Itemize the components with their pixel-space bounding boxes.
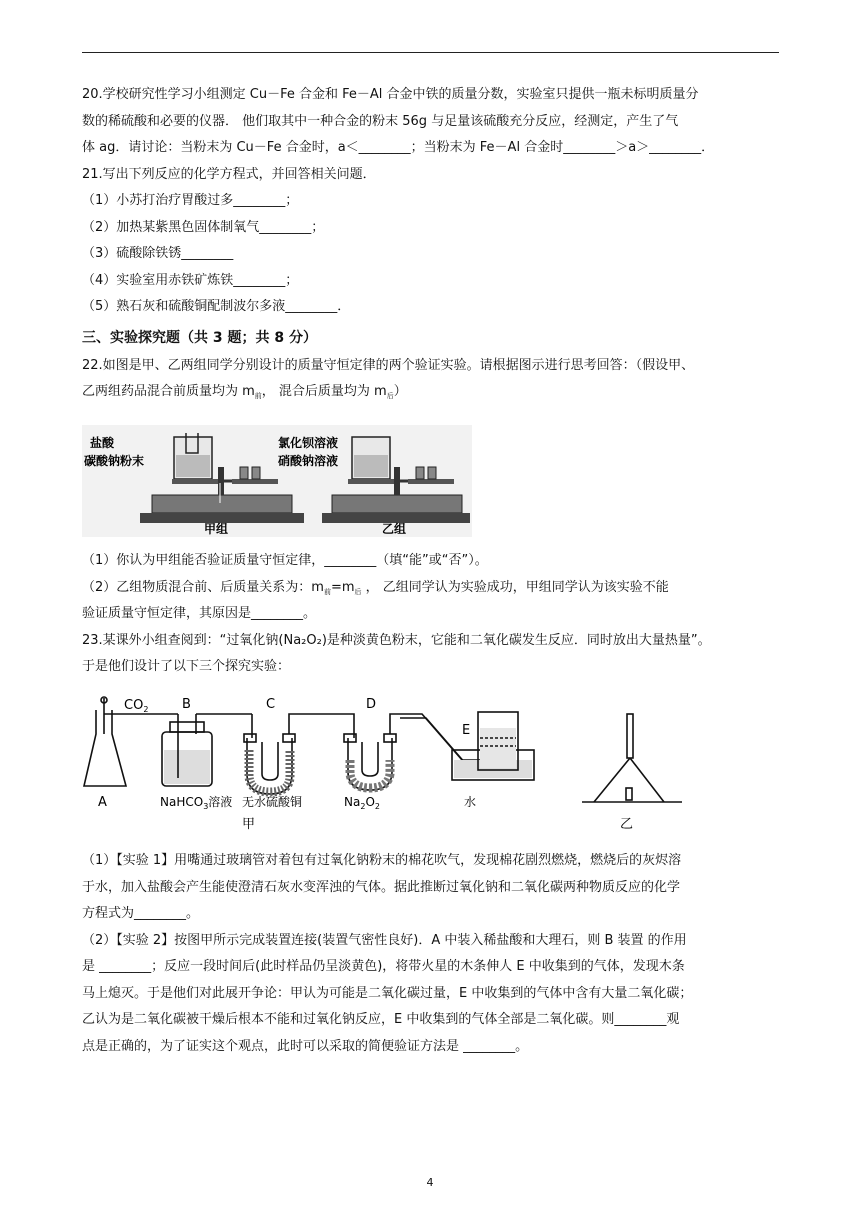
q21-line-2: （2）加热某紫黑色固体制氧气________； (82, 219, 325, 235)
q20-line-1: 20.学校研究性学习小组测定 Cu－Fe 合金和 Fe－Al 合金中铁的质量分数，实验室只提供一瓶未标明质量分 (82, 87, 699, 102)
q23-exp2-line-2: 是 ________；反应一段时间后(此时样品仍呈淡黄色)，将带火星的木条伸人 E 中收集到的气体，发现木条 (82, 959, 685, 974)
balance-a-label-1: 盐酸 (90, 436, 115, 450)
q23-exp2-line-1: （2）【实验 2】按图甲所示完成装置连接(装置气密性良好)．A 中装入稀盐酸和大理石，则 B 装置 的作用 (82, 932, 687, 948)
q21-line-0: 21.写出下列反应的化学方程式，并回答相关问题． (82, 166, 376, 182)
balance-b-label-1: 氯化钡溶液 (278, 436, 339, 450)
q21-line-1: （1）小苏打治疗胃酸过多________； (82, 193, 299, 208)
section-heading: 三、实验探究题（共 3 题；共 8 分） (82, 329, 317, 346)
label-b: B (182, 697, 191, 712)
balance-a-label-2: 碳酸钠粉末 (84, 454, 145, 468)
page-number: 4 (426, 1176, 434, 1189)
caption-b: NaHCO$_3$溶液 (160, 795, 233, 811)
q22-part-2: （2）乙组物质混合前、后质量关系为：$m_前=m_后$ ， 乙组同学认为实验成功，甲组同学认为该实验不能 (82, 579, 669, 596)
caption-e: 水 (464, 795, 477, 809)
q21-line-5: （5）熟石灰和硫酸铜配制波尔多液________． (82, 299, 351, 314)
q22-part-1: （1）你认为甲组能否验证质量守恒定律，________（填“能”或“否”）。 (82, 553, 488, 568)
tripod-yi (582, 714, 682, 802)
header-rule (82, 52, 779, 53)
q23-exp1-line-3: 方程式为________。 (82, 906, 200, 921)
q20-line-2: 数的稀硫酸和必要的仪器． 他们取其中一种合金的粉末 56g 与足量该硫酸充分反应，经测定，产生了气 (82, 113, 679, 129)
caption-jia: 甲 (242, 817, 256, 832)
balance-b-caption: 乙组 (382, 522, 407, 536)
label-c: C (266, 697, 276, 712)
label-e: E (462, 723, 471, 738)
q21-line-3: （3）硫酸除铁锈________ (82, 246, 234, 261)
q23-exp2-line-5: 点是正确的，为了证实这个观点，此时可以采取的简便验证方法是 ________。 (82, 1038, 529, 1054)
label-co2: $CO_2$ (124, 698, 149, 714)
questions-block-3 (82, 848, 782, 1060)
q23-line-1: 23.某课外小组查阅到：“过氧化钠(Na₂O₂)是种淡黄色粉末，它能和二氧化碳发生反应．同时放出大量热量”。 (82, 632, 711, 648)
questions-block-1 (82, 82, 782, 406)
q23-exp1-line-2: 于水，加入盐酸会产生能使澄清石灰水变浑浊的气体。据此推断过氧化钠和二氧化碳两种物质反应的化学 (82, 879, 681, 895)
balance-b-label-2: 硝酸钠溶液 (278, 454, 339, 468)
q22-line-2: 乙两组药品混合前质量均为 $m_前$， 混合后质量均为 $m_后$） (82, 384, 407, 400)
caption-c: 无水硫酸铜 (242, 795, 303, 809)
balance-a-caption: 甲组 (204, 522, 229, 536)
q22-part-2-cont: 验证质量守恒定律，其原因是________。 (82, 606, 317, 621)
balance-figure (82, 425, 472, 537)
apparatus-figure (82, 694, 692, 844)
u-tube-c (244, 714, 354, 794)
questions-block-2 (82, 548, 782, 681)
q21-line-4: （4）实验室用赤铁矿炼铁________； (82, 272, 299, 288)
q20-line-3: 体 ag．请讨论：当粉末为 Cu－Fe 合金时，a＜________；当粉末为 Fe－Al 合金时________＞a＞________． (82, 140, 715, 155)
q23-exp2-line-3: 马上熄灭。于是他们对此展开争论：甲认为可能是二氧化碳过量，E 中收集到的气体中含有大量二氧化碳； (82, 985, 693, 1001)
q23-exp1-line-1: （1）【实验 1】用嘴通过玻璃管对着包有过氧化钠粉末的棉花吹气，发现棉花剧烈燃烧，燃烧后的灰烬溶 (82, 853, 682, 868)
caption-yi: 乙 (620, 817, 634, 832)
label-d: D (366, 697, 377, 712)
q22-line-1: 22.如图是甲、乙两组同学分别设计的质量守恒定律的两个验证实验。请根据图示进行思考回答：（假设甲、 (82, 357, 695, 373)
caption-d: $Na_2O_2$ (344, 795, 380, 811)
label-a: A (98, 795, 107, 810)
q23-exp2-line-4: 乙认为是二氧化碳被干燥后根本不能和过氧化钠反应，E 中收集到的气体全部是二氧化碳。则________观 (82, 1012, 680, 1027)
bottle-b (152, 714, 252, 786)
q23-line-2: 于是他们设计了以下三个探究实验： (82, 659, 291, 674)
